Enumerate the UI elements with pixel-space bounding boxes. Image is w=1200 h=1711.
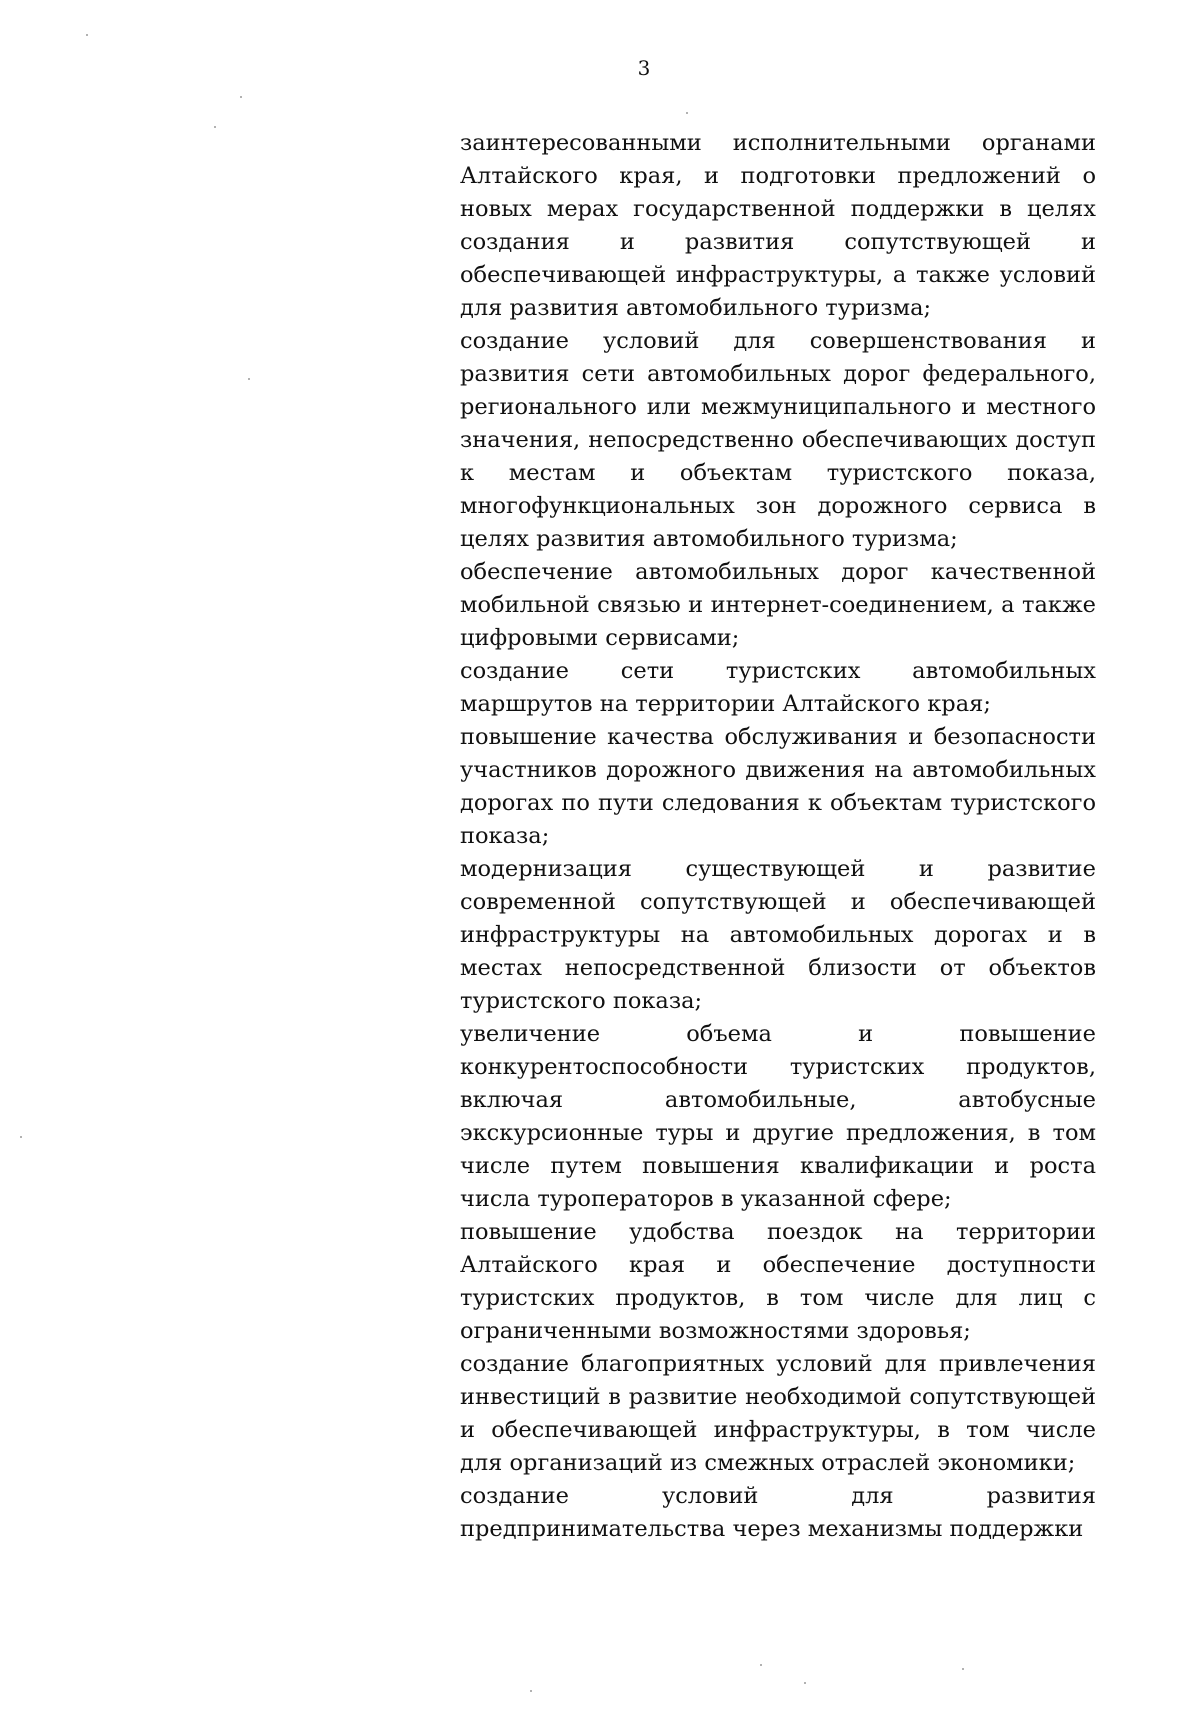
paragraph-6: модернизация существующей и развитие современной сопутствующей и обеспечивающей инфраструктуры на автомобильных дорогах и в местах непосредственной близости от объектов туристского показа; (460, 856, 1096, 1014)
paragraph-9: создание благоприятных условий для привлечения инвестиций в развитие необходимой сопутствующей и обеспечивающей инфраструктуры, в том числе для организаций из смежных отраслей экономики; (460, 1351, 1096, 1476)
scan-speck (962, 1668, 964, 1670)
scan-speck (530, 1690, 532, 1692)
paragraph-10: создание условий для развития предпринимательства через механизмы поддержки (460, 1483, 1096, 1542)
scan-speck (804, 1682, 806, 1684)
paragraph-1: заинтересованными исполнительными органами Алтайского края, и подготовки предложений о новых мерах государственной поддержки в целях создания и развития сопутствующей и обеспечивающей инфраструктуры, а также условий для развития автомобильного туризма; (460, 130, 1096, 321)
paragraph-7: увеличение объема и повышение конкурентоспособности туристских продуктов, включая автомобильные, автобусные экскурсионные туры и другие предложения, в том числе путем повышения квалификации и роста числа туроператоров в указанной сфере; (460, 1021, 1096, 1212)
page-number: 3 (637, 56, 651, 80)
scan-speck (248, 378, 250, 380)
scan-speck (760, 1664, 762, 1666)
paragraph-3: обеспечение автомобильных дорог качественной мобильной связью и интернет-соединением, а также цифровыми сервисами; (460, 559, 1096, 651)
paragraph-2: создание условий для совершенствования и развития сети автомобильных дорог федерального, регионального или межмуниципального и местного значения, непосредственно обеспечивающих доступ к местам и объектам туристского показа, многофункциональных зон дорожного сервиса в целях развития автомобильного туризма; (460, 328, 1096, 552)
scan-speck (214, 126, 216, 128)
scan-speck (20, 1136, 22, 1138)
body-text (460, 127, 1096, 1546)
scan-speck (240, 96, 242, 98)
scan-speck (686, 112, 688, 114)
paragraph-8: повышение удобства поездок на территории Алтайского края и обеспечение доступности туристских продуктов, в том числе для лиц с ограниченными возможностями здоровья; (460, 1219, 1096, 1344)
paragraph-4: создание сети туристских автомобильных маршрутов на территории Алтайского края; (460, 658, 1096, 717)
paragraph-5: повышение качества обслуживания и безопасности участников дорожного движения на автомобильных дорогах по пути следования к объектам туристского показа; (460, 724, 1096, 849)
scan-speck (86, 34, 88, 36)
